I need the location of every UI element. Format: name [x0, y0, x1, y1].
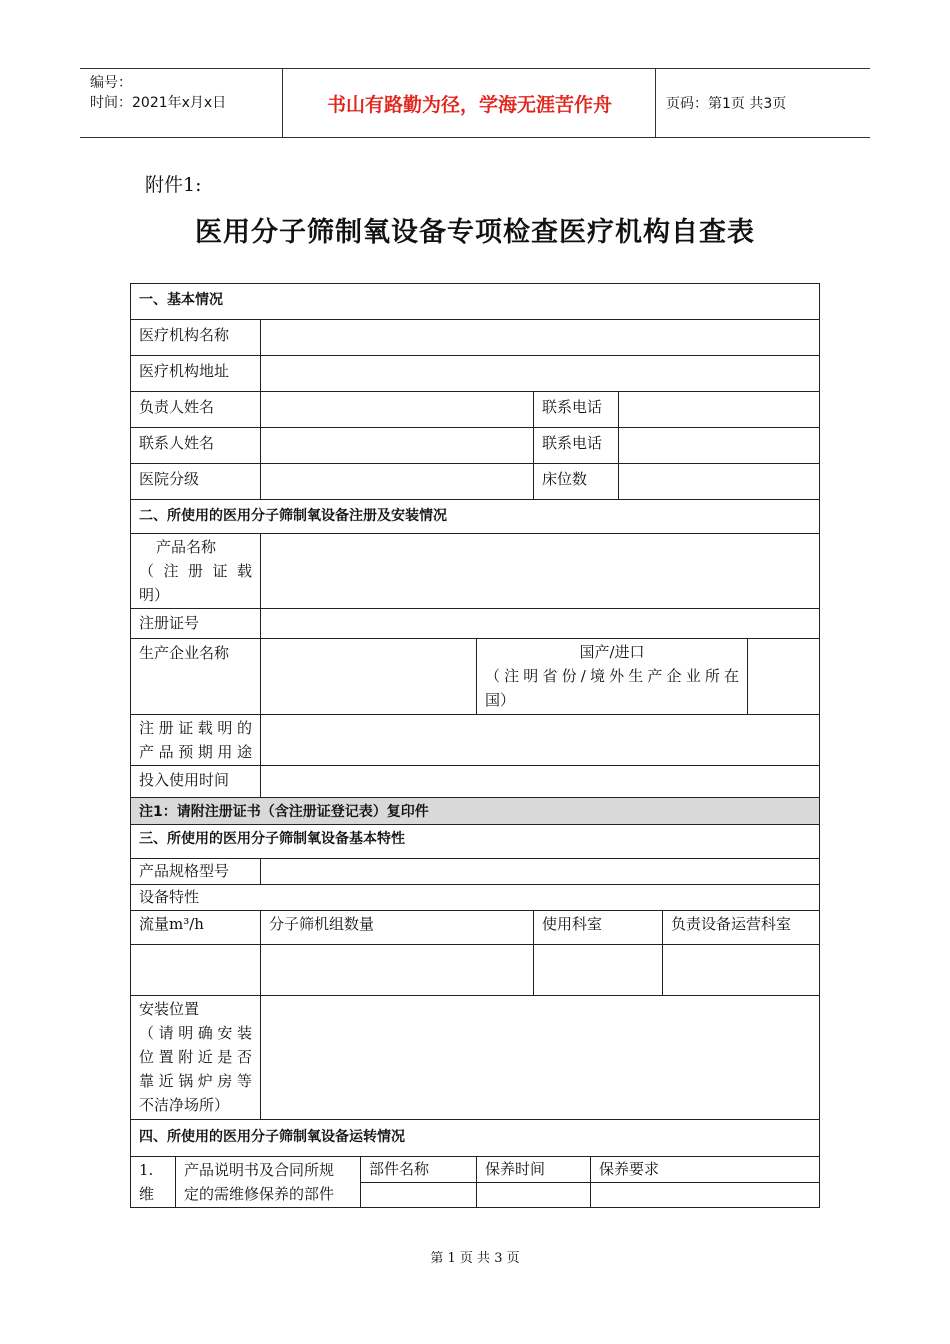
page-footer: 第 1 页 共 3 页 [430, 1251, 520, 1266]
parts-desc-label-line1: 产品说明书及合同所规 [184, 1161, 335, 1179]
product-name-label [130, 533, 261, 609]
sieve-groups-label: 分子筛机组数量 [260, 910, 534, 945]
features-label: 设备特性 [130, 884, 820, 911]
intended-use-label [130, 714, 261, 766]
institution-address-field[interactable] [260, 355, 820, 392]
origin-label-line2: （注明省份/境外生产企业所在 [485, 667, 739, 685]
maint-time-label: 保养时间 [476, 1156, 591, 1183]
header-motto: 书山有路勤为径，学海无涯苦作舟 [326, 93, 612, 116]
location-field[interactable] [260, 995, 820, 1120]
in-use-time-label: 投入使用时间 [130, 765, 261, 798]
leader-name-label: 负责人姓名 [130, 391, 261, 428]
time-label: 时间：2021年x月x日 [90, 95, 227, 111]
hospital-level-field[interactable] [260, 463, 534, 500]
section2-heading: 二、所使用的医用分子筛制氧设备注册及安装情况 [130, 499, 820, 534]
hospital-level-label: 医院分级 [130, 463, 261, 500]
parts-desc-label [175, 1156, 361, 1208]
reg-no-label: 注册证号 [130, 608, 261, 639]
item1-label-line1: 1. [139, 1161, 154, 1179]
location-label-line3: 位置附近是否 [139, 1048, 252, 1066]
in-use-time-field[interactable] [260, 765, 820, 798]
part-name-label: 部件名称 [360, 1156, 477, 1183]
ops-dept-field[interactable] [662, 944, 820, 996]
section3-heading: 三、所使用的医用分子筛制氧设备基本特性 [130, 824, 820, 859]
spec-model-field[interactable] [260, 858, 820, 885]
institution-address-label: 医疗机构地址 [130, 355, 261, 392]
maint-time-field[interactable] [476, 1182, 591, 1208]
maint-req-field[interactable] [590, 1182, 820, 1208]
annex-label: 附件1: [145, 174, 202, 196]
leader-phone-label: 联系电话 [533, 391, 619, 428]
section2-note: 注1：请附注册证书（含注册证登记表）复印件 [130, 797, 820, 825]
leader-name-field[interactable] [260, 391, 534, 428]
intended-use-label-line2: 产品预期用途 [139, 743, 252, 761]
origin-label [476, 638, 748, 715]
contact-phone-field[interactable] [618, 427, 820, 464]
using-dept-field[interactable] [533, 944, 663, 996]
origin-field[interactable] [747, 638, 820, 715]
section1-heading: 一、基本情况 [130, 283, 820, 320]
item1-label [130, 1156, 176, 1208]
sieve-groups-field[interactable] [260, 944, 534, 996]
location-label-line1: 安装位置 [139, 1000, 200, 1018]
product-name-field[interactable] [260, 533, 820, 609]
intended-use-label-line1: 注册证载明的 [139, 719, 252, 737]
intended-use-field[interactable] [260, 714, 820, 766]
contact-phone-label: 联系电话 [533, 427, 619, 464]
flow-label: 流量m³/h [130, 910, 261, 945]
spec-model-label: 产品规格型号 [130, 858, 261, 885]
manufacturer-label: 生产企业名称 [130, 638, 261, 715]
origin-label-line1: 国产/进口 [579, 643, 645, 661]
beds-label: 床位数 [533, 463, 619, 500]
manufacturer-field[interactable] [260, 638, 477, 715]
product-name-label-line3: 明） [139, 586, 170, 604]
institution-name-field[interactable] [260, 319, 820, 356]
location-label-line2: （请明确安装 [139, 1024, 252, 1042]
location-label-line5: 不洁净场所） [139, 1096, 230, 1114]
product-name-label-line2: （注册证载 [139, 562, 252, 580]
maint-req-label: 保养要求 [590, 1156, 820, 1183]
using-dept-label: 使用科室 [533, 910, 663, 945]
leader-phone-field[interactable] [618, 391, 820, 428]
flow-field[interactable] [130, 944, 261, 996]
part-name-field[interactable] [360, 1182, 477, 1208]
contact-name-field[interactable] [260, 427, 534, 464]
ops-dept-label: 负责设备运营科室 [662, 910, 820, 945]
page-title: 医用分子筛制氧设备专项检查医疗机构自查表 [195, 217, 755, 248]
location-label [130, 995, 261, 1120]
section4-heading: 四、所使用的医用分子筛制氧设备运转情况 [130, 1119, 820, 1157]
origin-label-line3: 国） [485, 691, 516, 709]
beds-field[interactable] [618, 463, 820, 500]
header-page-info: 页码：第1页 共3页 [666, 96, 787, 112]
parts-desc-label-line2: 定的需维修保养的部件 [184, 1185, 335, 1203]
institution-name-label: 医疗机构名称 [130, 319, 261, 356]
reg-no-field[interactable] [260, 608, 820, 639]
location-label-line4: 靠近锅炉房等 [139, 1072, 252, 1090]
item1-label-line2: 维 [139, 1185, 155, 1203]
product-name-label-line1: 产品名称 [156, 538, 217, 556]
number-label: 编号： [90, 75, 132, 91]
contact-name-label: 联系人姓名 [130, 427, 261, 464]
